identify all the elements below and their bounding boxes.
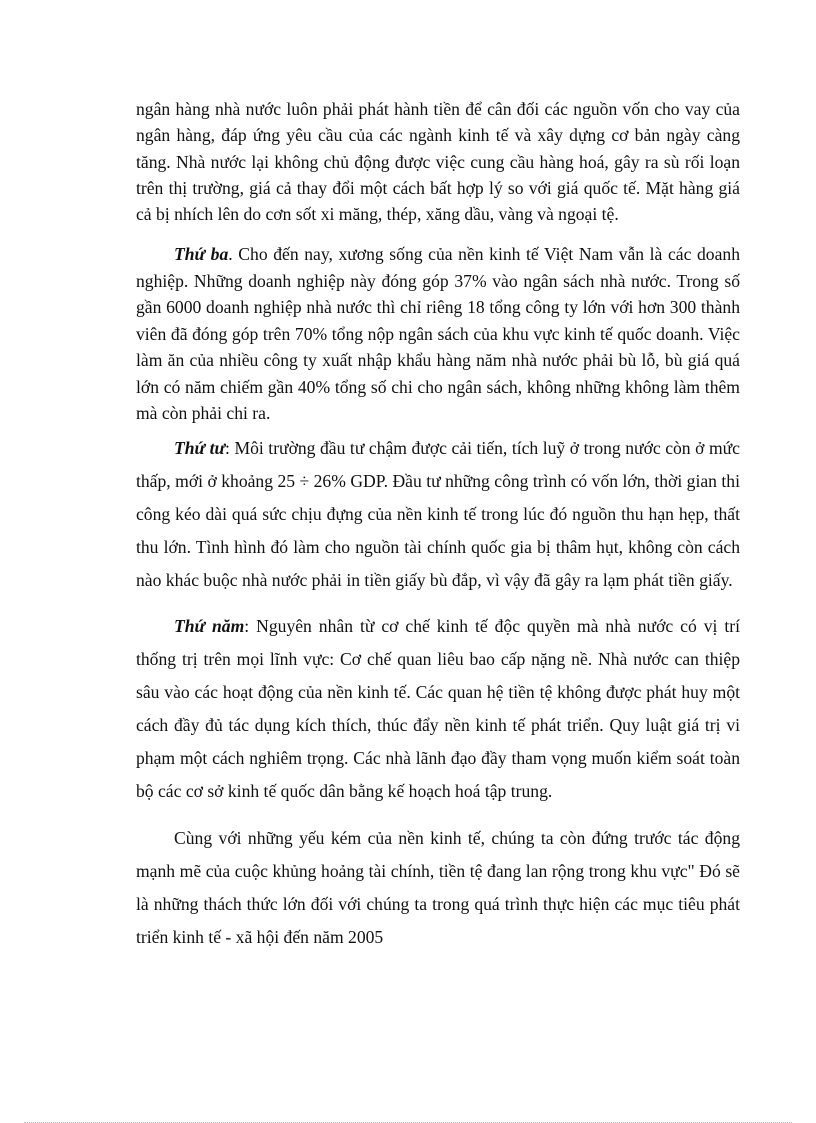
paragraph-thu-tu [136,432,740,597]
paragraph-text: Cùng với những yếu kém của nền kinh tế, chúng ta còn đứng trước tác động mạnh mẽ của cuộc khủng hoảng tài chính, tiền tệ đang lan rộng trong khu vực" Đó sẽ là những thách thức lớn đối với chúng ta trong quá trình thực hiện các mục tiêu phát triển kinh tế - xã hội đến năm 2005 [136,828,740,948]
paragraph-text: : Nguyên nhân từ cơ chế kinh tế độc quyền mà nhà nước có vị trí thống trị trên mọi lĩnh vực: Cơ chế quan liêu bao cấp nặng nề. Nhà nước can thiệp sâu vào các hoạt động của nền kinh tế. Các quan hệ tiền tệ không được phát huy một cách đầy đủ tác dụng kích thích, thúc đẩy nền kinh tế phát triển. Quy luật giá trị vi phạm một cách nghiêm trọng. Các nhà lãnh đạo đầy tham vọng muốn kiểm soát toàn bộ các cơ sở kinh tế quốc dân bằng kế hoạch hoá tập trung. [136,616,740,802]
paragraph-lead: Thứ ba [174,244,229,265]
paragraph-lead: Thứ tư [174,438,226,459]
paragraph-text: ngân hàng nhà nước luôn phải phát hành tiền để cân đối các nguồn vốn cho vay của ngân hàng, đáp ứng yêu cầu của các ngành kinh tế và xây dựng cơ bản ngày càng tăng. Nhà nước lại không chủ động được việc cung cầu hàng hoá, gây ra sù rối loạn trên thị trường, giá cả thay đổi một cách bất hợp lý so với giá quốc tế. Mặt hàng giá cả bị nhích lên do cơn sốt xi măng, thép, xăng dầu, vàng và ngoại tệ. [136,99,740,225]
paragraph-thu-nam [136,610,740,808]
document-page [136,96,740,954]
paragraph-lead: Thứ năm [174,616,245,637]
paragraph-text: : Môi trường đầu tư chậm được cải tiến, tích luỹ ở trong nước còn ở mức thấp, mới ở khoảng 25 ÷ 26% GDP. Đầu tư những công trình có vốn lớn, thời gian thi công kéo dài quá sức chịu đựng của nền kinh tế trong lúc đó nguồn thu hạn hẹp, thất thu lớn. Tình hình đó làm cho nguồn tài chính quốc gia bị thâm hụt, không còn cách nào khác buộc nhà nước phải in tiền giấy bù đắp, vì vậy đã gây ra lạm phát tiền giấy. [136,438,740,591]
paragraph-thu-ba [136,241,740,426]
paragraph-conclusion [136,822,740,954]
paragraph-continuation [136,96,740,227]
paragraph-text: . Cho đến nay, xương sống của nền kinh tế Việt Nam vẫn là các doanh nghiệp. Những doanh nghiệp này đóng góp 37% vào ngân sách nhà nước. Trong số gần 6000 doanh nghiệp nhà nước thì chỉ riêng 18 tổng công ty lớn với hơn 300 thành viên đã đóng góp trên 70% tổng nộp ngân sách của khu vực kinh tế quốc doanh. Việc làm ăn của nhiều công ty xuất nhập khẩu hàng năm nhà nước phải bù lỗ, bù giá quá lớn có năm chiếm gần 40% tổng số chi cho ngân sách, không những không làm thêm mà còn phải chi ra. [136,244,740,423]
